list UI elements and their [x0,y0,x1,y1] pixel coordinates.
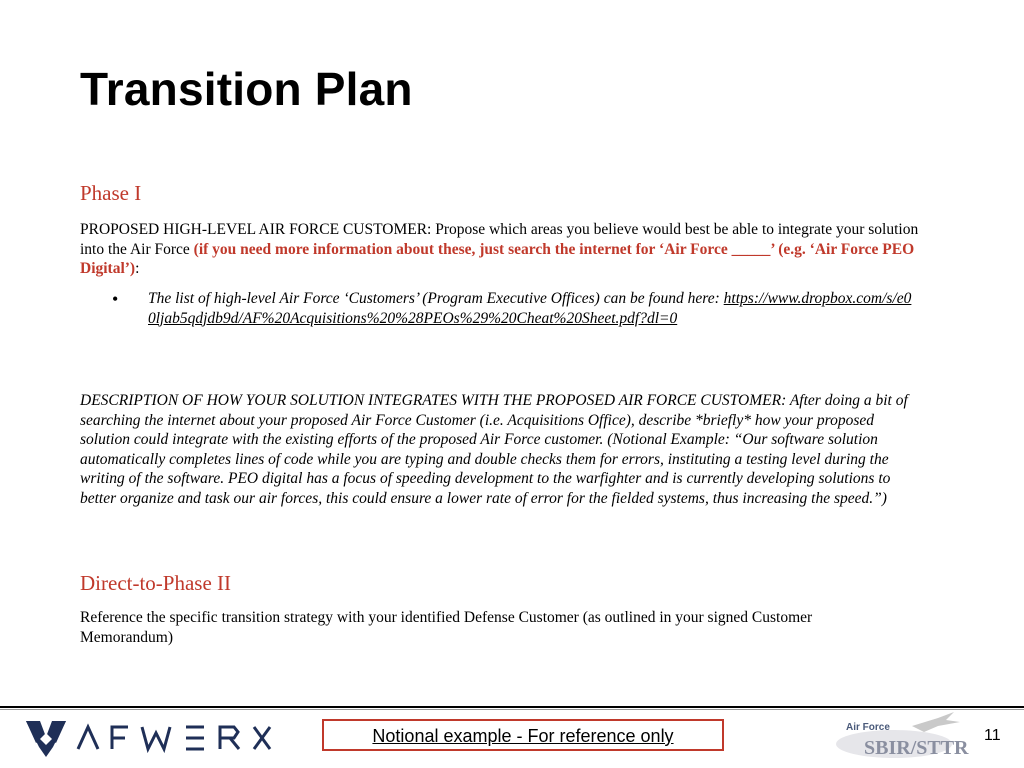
phase2-text: Reference the specific transition strategy with your identified Defense Customer (as outlined in your signed Customer Memorandum) [80,609,813,646]
phase1-heading: Phase I [80,181,142,205]
sbir-sttr-logo [834,712,970,762]
peo-cheat-sheet-link[interactable]: https://www.dropbox.com/s/e00ljab5qdjdb9d/AF%20Acquisitions%20%28PEOs%29%20Cheat%20Sheet.pdf?dl=0 [148,290,912,327]
phase2-heading: Direct-to-Phase II [80,571,232,595]
notional-example-label: Notional example - For reference only [372,726,674,746]
bullet-icon: • [112,289,119,309]
notional-example-banner [322,719,724,751]
bullet-text [148,289,918,328]
footer-divider-secondary [0,709,1024,710]
air-force-symbol-icon [26,721,66,757]
phase1-intro-end: : [135,260,140,277]
sbir-main-text: SBIR/STTR [864,737,969,759]
jet-silhouette-icon [912,712,960,732]
afwerx-logo [26,713,286,761]
page-number: 11 [984,727,1001,744]
phase1-intro-plain: PROPOSED HIGH-LEVEL AIR FORCE CUSTOMER: Propose which areas you believe would best be able to integrate your solution into the Air Force [80,221,919,258]
footer-divider [0,706,1024,708]
integration-description: DESCRIPTION OF HOW YOUR SOLUTION INTEGRATES WITH THE PROPOSED AIR FORCE CUSTOMER: After doing a bit of searching the internet about your proposed Air Force Customer (i.e. Acquisitions Office), describe *briefly* how your proposed solution could integrate with the existing efforts of the proposed Air Force customer. (Notional Example: “Our software solution automatically completes lines of code while you are typing and double checks them for errors, instituting a testing level during the writing of the software. PEO digital has a focus of speeding development to the warfighter and is currently developing solutions to better organize and task our air forces, this could ensure a lower rate of error for the fielded systems, thus increasing the speed.”) [80,392,908,507]
sbir-top-text: Air Force [846,722,890,733]
phase1-intro [80,220,920,279]
page-title: Transition Plan [80,63,413,115]
bullet-description: The list of high-level Air Force ‘Customers’ (Program Executive Offices) can be found here: [148,290,720,307]
phase1-intro-hint: (if you need more information about these, just search the internet for ‘Air Force _____’ (e.g. ‘Air Force PEO Digital’) [80,240,915,277]
